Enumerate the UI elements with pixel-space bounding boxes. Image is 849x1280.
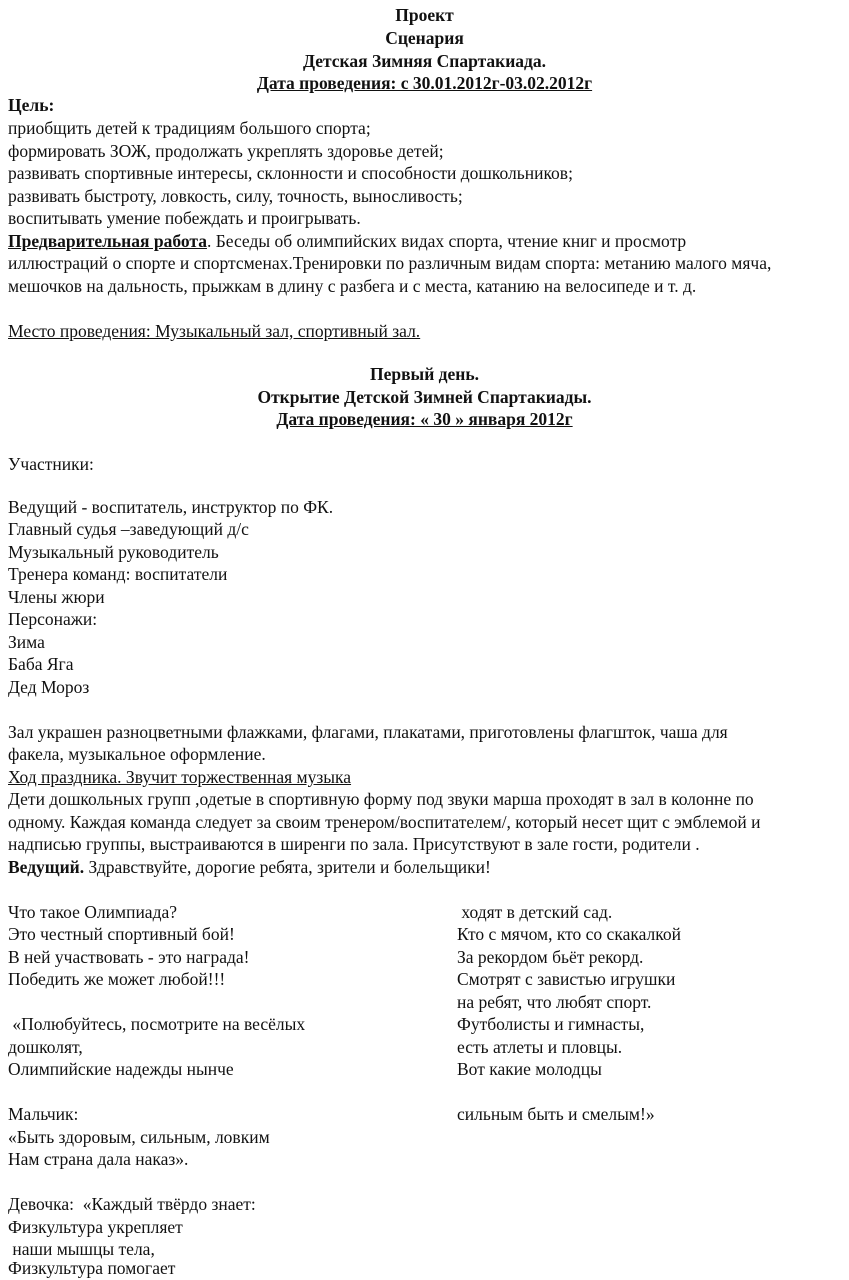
participant-item: Члены жюри xyxy=(8,587,105,607)
poem-right-line: на ребят, что любят спорт. xyxy=(457,992,652,1012)
poem-left-line: «Быть здоровым, сильным, ловким xyxy=(8,1127,270,1147)
poem-right-line: Футболисты и гимнасты, xyxy=(457,1014,645,1034)
preparation-label: Предварительная работа xyxy=(8,231,207,251)
poem-left-line: Олимпийские надежды нынче xyxy=(8,1059,234,1079)
event-title: Детская Зимняя Спартакиада. xyxy=(302,51,547,71)
host-text: Здравствуйте, дорогие ребята, зрители и болельщики! xyxy=(84,857,491,877)
goal-item: развивать быстроту, ловкость, силу, точность, выносливость; xyxy=(8,186,463,206)
preparation-line-1 xyxy=(8,230,686,253)
goal-item: развивать спортивные интересы, склонности и способности дошкольников; xyxy=(8,163,573,183)
goal-item: воспитывать умение побеждать и проигрывать. xyxy=(8,208,361,228)
poem-left-line: «Полюбуйтесь, посмотрите на весёлых xyxy=(8,1014,306,1034)
day1-title: Первый день. xyxy=(369,364,480,384)
goals-label: Цель: xyxy=(8,95,55,115)
preparation-line-2: иллюстраций о спорте и спортсменах.Тренировки по различным видам спорта: метанию малого мяча, xyxy=(8,253,772,273)
scenario-heading: Сценария xyxy=(385,28,464,48)
participant-item: Дед Мороз xyxy=(8,677,90,697)
participant-item: Главный судья –заведующий д/с xyxy=(8,519,249,539)
participant-item: Зима xyxy=(8,632,45,652)
decor-line-2: факела, музыкальное оформление. xyxy=(8,744,266,764)
participants-label: Участники: xyxy=(8,454,94,474)
poem-left-line: Физкультура помогает xyxy=(8,1258,176,1278)
poem-left-line: Девочка: «Каждый твёрдо знает: xyxy=(8,1194,256,1214)
poem-right-line: Смотрят с завистью игрушки xyxy=(457,969,676,989)
poem-right-line: ходят в детский сад. xyxy=(457,902,613,922)
procession-heading: Ход праздника. Звучит торжественная музыка xyxy=(8,767,352,787)
poem-left-line: Физкультура укрепляет xyxy=(8,1217,183,1237)
goal-item: приобщить детей к традициям большого спорта; xyxy=(8,118,371,138)
poem-right-line: За рекордом бьёт рекорд. xyxy=(457,947,644,967)
procession-line-3: надписью группы, выстраиваются в ширенги по зала. Присутствуют в зале гости, родители . xyxy=(8,834,700,854)
day1-date: Дата проведения: « 30 » января 2012г xyxy=(276,409,573,429)
procession-line-2: одному. Каждая команда следует за своим тренером/воспитателем/, который несет щит с эмблемой и xyxy=(8,812,761,832)
preparation-text: . Беседы об олимпийских видах спорта, чтение книг и просмотр xyxy=(206,231,687,251)
participant-item: Персонажи: xyxy=(8,609,98,629)
poem-left-line: дошколят, xyxy=(8,1037,83,1057)
decor-line-1: Зал украшен разноцветными флажками, флагами, плакатами, приготовлены флагшток, чаша для xyxy=(8,722,728,742)
poem-left-line: Что такое Олимпиада? xyxy=(8,902,178,922)
project-heading: Проект xyxy=(395,5,454,25)
goal-item: формировать ЗОЖ, продолжать укреплять здоровье детей; xyxy=(8,141,444,161)
procession-line-1: Дети дошкольных групп ,одетые в спортивную форму под звуки марша проходят в зал в колонне по xyxy=(8,789,754,809)
poem-left-line: наши мышцы тела, xyxy=(8,1239,155,1259)
poem-left-line: Это честный спортивный бой! xyxy=(8,924,235,944)
poem-right-line: Вот какие молодцы xyxy=(457,1059,602,1079)
poem-left-line: В ней участвовать - это награда! xyxy=(8,947,250,967)
host-line xyxy=(8,856,491,879)
venue: Место проведения: Музыкальный зал, спортивный зал. xyxy=(8,321,421,341)
preparation-line-3: мешочков на дальность, прыжкам в длину с разбега и с места, катанию на велосипеде и т. д. xyxy=(8,276,697,296)
poem-left-line: Мальчик: xyxy=(8,1104,79,1124)
day1-subtitle: Открытие Детской Зимней Спартакиады. xyxy=(257,387,592,407)
participant-item: Баба Яга xyxy=(8,654,74,674)
poem-left-line: Победить же может любой!!! xyxy=(8,969,226,989)
participant-item: Музыкальный руководитель xyxy=(8,542,219,562)
participant-item: Тренера команд: воспитатели xyxy=(8,564,228,584)
poem-left-line: Нам страна дала наказ». xyxy=(8,1149,189,1169)
participant-item: Ведущий - воспитатель, инструктор по ФК. xyxy=(8,497,334,517)
poem-right-line: сильным быть и смелым!» xyxy=(457,1104,655,1124)
event-dates: Дата проведения: с 30.01.2012г-03.02.2012г xyxy=(256,73,593,93)
poem-right-line: есть атлеты и пловцы. xyxy=(457,1037,623,1057)
host-label: Ведущий. xyxy=(8,857,85,877)
poem-right-line: Кто с мячом, кто со скакалкой xyxy=(457,924,681,944)
